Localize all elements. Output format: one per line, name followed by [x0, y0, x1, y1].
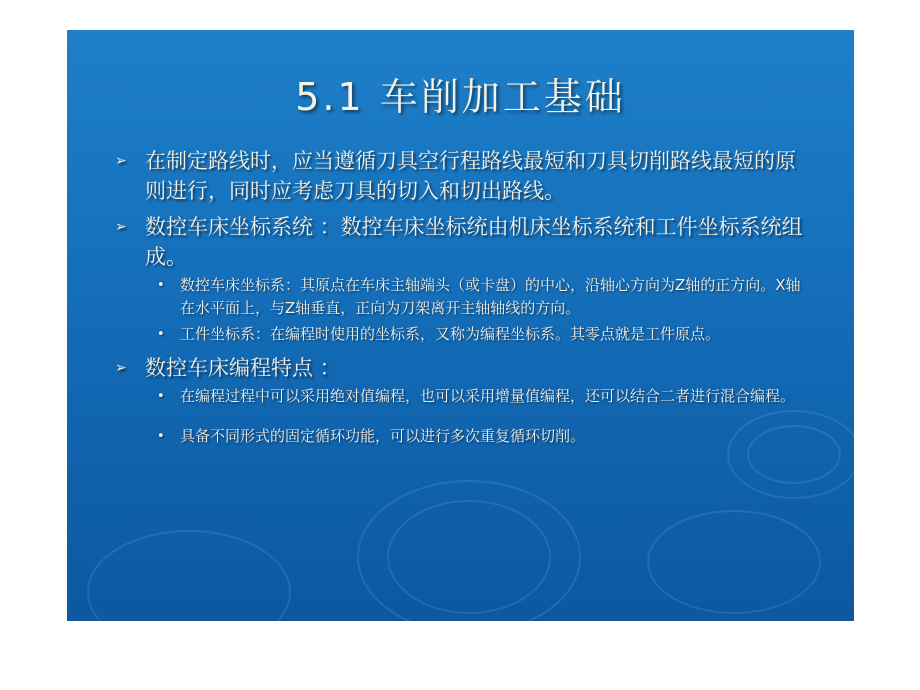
bullet-item [115, 146, 815, 206]
dot-bullet-icon: • [157, 278, 165, 293]
sub-bullet-text: 工件坐标系：在编程时使用的坐标系，又称为编程坐标系。其零点就是工件原点。 [180, 325, 721, 343]
ripple-decoration [87, 530, 291, 621]
bullet-text: 数控车床编程特点 ： [145, 356, 341, 380]
arrow-bullet-icon: ➢ [115, 153, 127, 169]
bullet-item [115, 353, 815, 383]
bullet-text: 数控车床坐标系统 ：数控车床坐标统由机床坐标系统和工件坐标系统组成。 [145, 215, 803, 269]
arrow-bullet-icon: ➢ [115, 219, 127, 235]
sub-bullet-item [115, 274, 815, 320]
sub-bullet-item [115, 323, 815, 346]
bullet-text: 在制定路线时，应当遵循刀具空行程路线最短和刀具切削路线最短的原则进行，同时应考虑刀具的切入和切出路线。 [145, 149, 796, 203]
slide-content [115, 146, 815, 451]
slide-title: 5.1 车削加工基础 [295, 75, 626, 119]
sub-bullet-item [115, 385, 815, 408]
sub-bullet-text: 具备不同形式的固定循环功能，可以进行多次重复循环切削。 [180, 427, 586, 445]
ripple-decoration [647, 510, 821, 614]
dot-bullet-icon: • [157, 429, 165, 444]
sub-bullet-text: 在编程过程中可以采用绝对值编程，也可以采用增量值编程，还可以结合二者进行混合编程。 [180, 387, 796, 405]
dot-bullet-icon: • [157, 389, 165, 404]
ripple-decoration [357, 480, 581, 621]
slide [67, 30, 854, 621]
dot-bullet-icon: • [157, 327, 165, 342]
arrow-bullet-icon: ➢ [115, 360, 127, 376]
bullet-item [115, 212, 815, 272]
sub-bullet-text: 数控车床坐标系：其原点在车床主轴端头（或卡盘）的中心，沿轴心方向为Z轴的正方向。X轴在水平面上，与Z轴垂直，正向为刀架离开主轴轴线的方向。 [180, 276, 801, 317]
sub-bullet-item [115, 425, 815, 448]
